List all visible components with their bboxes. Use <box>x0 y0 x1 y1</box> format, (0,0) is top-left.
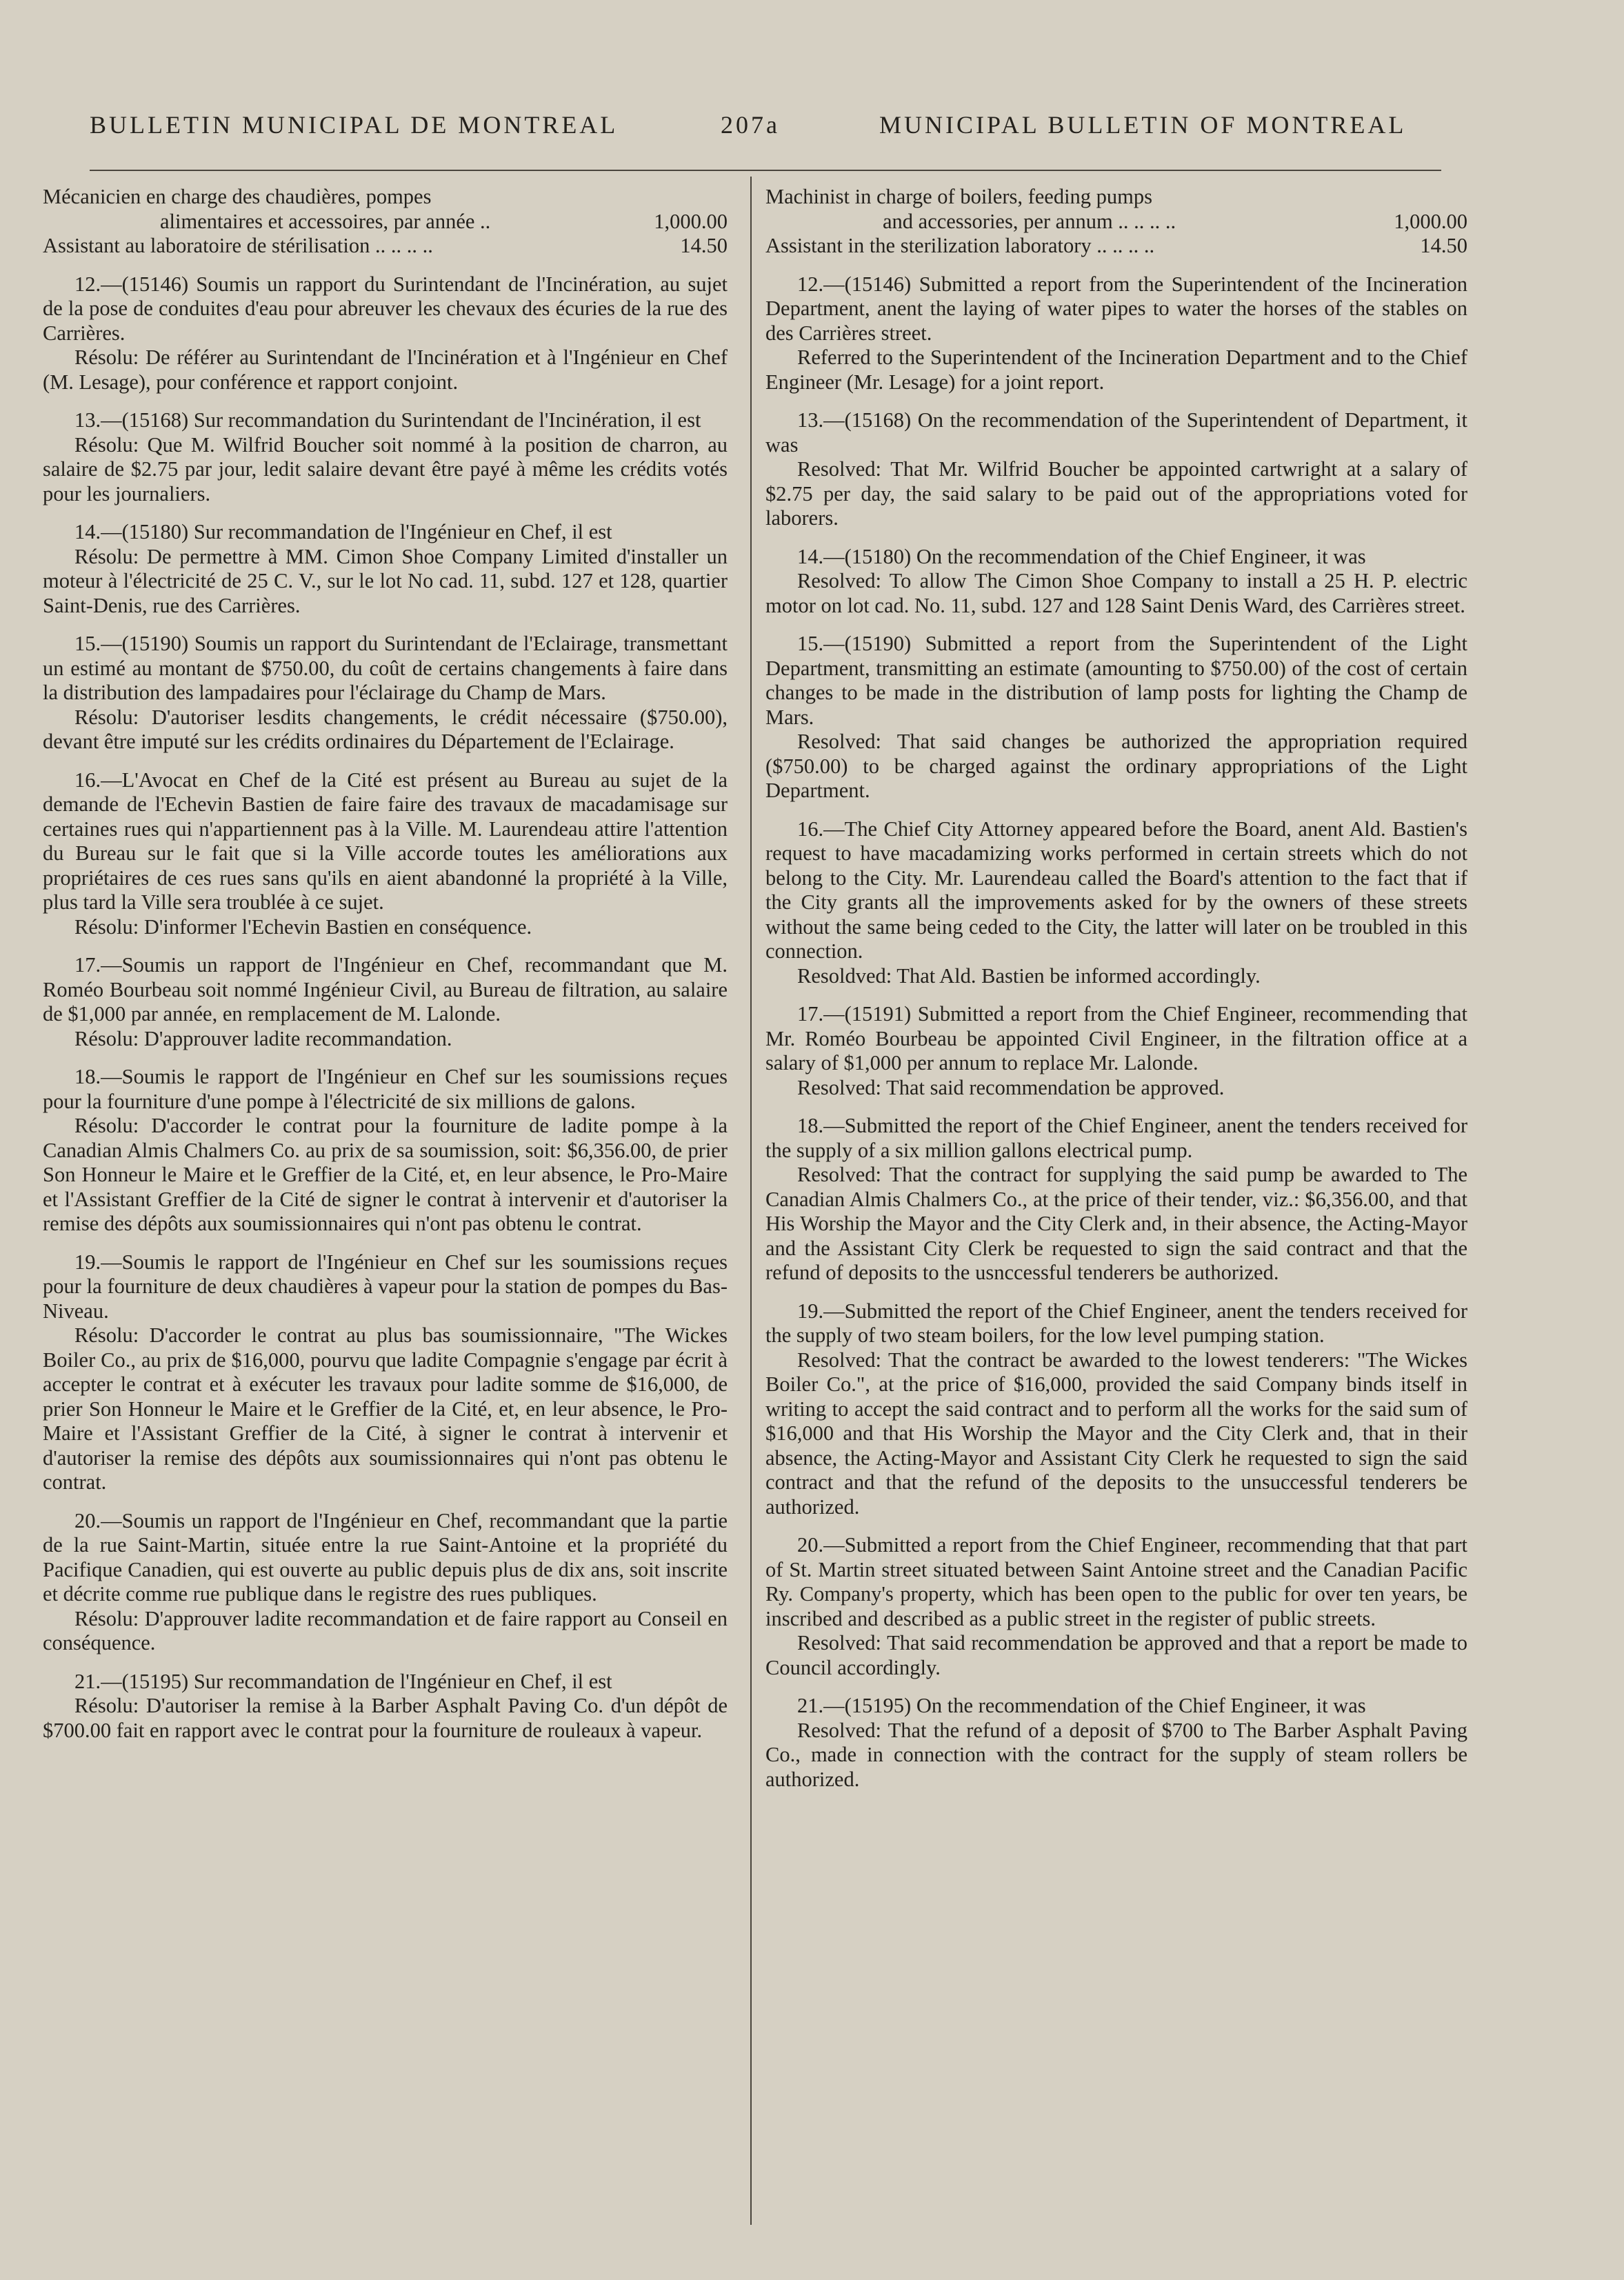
item-12: 12.—(15146) Soumis un rapport du Surintendant de l'Incinération, au sujet de la pose de conduites d'eau pour abreuver les chevaux des écuries de la rue des Carrières. <box>43 272 728 345</box>
item-15-resolution: Resolved: That said changes be authorized the appropriation required ($750.00) to be charged against the ordinary appropriations of the Light Department. <box>765 730 1467 802</box>
item-19-resolution: Résolu: D'accorder le contrat au plus bas soumissionnaire, "The Wickes Boiler Co., au prix de $16,000, pourvu que ladite Compagnie s'engage par écrit à accepter le contrat et à exécuter les travaux pour ladite somme de $16,000, de prier Son Honneur le Maire et le Greffier de la Cité, et, en leur absence, le Pro-Maire et l'Assistant Greffier de la Cité, à signer le contrat à intervenir et d'autoriser la remise des dépôts aux soumissionnaires qui n'ont pas obtenu le contrat. <box>43 1323 728 1494</box>
item-18-resolution: Resolved: That the contract for supplying the said pump be awarded to The Canadian Almis Chalmers Co., at the price of their tender, viz.: $6,356.00, and that His Worship the Mayor and the City Clerk and, in their absence, the Acting-Mayor and the Assistant City Clerk be requested to sign the said contract and that the refund of deposits to the usnccessful tenderers be authorized. <box>765 1163 1467 1284</box>
salary-amount: 14.50 <box>680 234 728 257</box>
header-title-french: BULLETIN MUNICIPAL DE MONTREAL <box>90 111 619 139</box>
item-15: 15.—(15190) Submitted a report from the Superintendent of the Light Department, transmitting an estimate (amounting to $750.00) of the cost of certain changes to be made in the distribution of lamp posts for lighting the Champ de Mars. <box>765 632 1467 729</box>
salary-amount: 1,000.00 <box>654 209 728 233</box>
item-14-resolution: Resolved: To allow The Cimon Shoe Company to install a 25 H. P. electric motor on lot cad. No. 11, subd. 127 and 128 Saint Denis Ward, des Carrières street. <box>765 569 1467 617</box>
item-14-resolution: Résolu: De permettre à MM. Cimon Shoe Company Limited d'installer un moteur à l'électricité de 25 C. V., sur le lot No cad. 11, subd. 127 et 128, quartier Saint-Denis, rue des Carrières. <box>43 544 728 617</box>
item-13-resolution: Résolu: Que M. Wilfrid Boucher soit nommé à la position de charron, au salaire de $2.75 par jour, ledit salaire devant être payé à même les crédits votés pour les journaliers. <box>43 432 728 506</box>
header-title-english: MUNICIPAL BULLETIN OF MONTREAL <box>879 111 1407 139</box>
item-16-resolution: Resoldved: That Ald. Bastien be informed accordingly. <box>797 963 1261 988</box>
item-17-resolution: Resolved: That said recommendation be approved. <box>797 1075 1225 1099</box>
item-13-resolution: Resolved: That Mr. Wilfrid Boucher be appointed cartwright at a salary of $2.75 per day, the said salary to be paid out of the appropriations voted for laborers. <box>765 457 1467 530</box>
item-21: 21.—(15195) Sur recommandation de l'Ingénieur en Chef, il est <box>74 1669 612 1693</box>
item-17: 17.—Soumis un rapport de l'Ingénieur en Chef, recommandant que M. Roméo Bourbeau soit nommé Ingénieur Civil, au Bureau de filtration, au salaire de $1,000 par année, en remplacement de M. Lalonde. <box>43 953 728 1026</box>
page-header <box>90 110 1434 152</box>
column-divider <box>750 177 752 2225</box>
item-20: 20.—Soumis un rapport de l'Ingénieur en Chef, recommandant que la partie de la rue Saint-Martin, située entre la rue Saint-Antoine et la propriété du Pacifique Canadien, qui est ouverte au public depuis plus de dix ans, soit inscrite et décrite comme rue publique dans le registre des rues publiques. <box>43 1508 728 1606</box>
item-14: 14.—(15180) Sur recommandation de l'Ingénieur en Chef, il est <box>74 520 612 543</box>
english-column <box>765 185 1467 1792</box>
salary-label: Assistant in the sterilization laboratory .. .. .. .. <box>765 234 1155 257</box>
salary-amount: 1,000.00 <box>1394 209 1467 233</box>
salary-line-2 <box>765 234 1467 259</box>
item-19-resolution: Resolved: That the contract be awarded to the lowest tenderers: "The Wickes Boiler Co.", at the price of $16,000, provided the said Company binds itself in writing to accept the said contract and to perform all the works for the said sum of $16,000 and that His Worship the Mayor and the City Clerk and, that in their absence, the Acting-Mayor and Assistant City Clerk he requested to sign the said contract and that the refund of the deposits to the unsuccessful tenderers be authorized. <box>765 1348 1467 1519</box>
item-12-resolution: Referred to the Superintendent of the Incineration Department and to the Chief Engineer (Mr. Lesage) for a joint report. <box>765 346 1467 394</box>
salary-label: and accessories, per annum .. .. .. .. <box>883 209 1176 233</box>
item-17-resolution: Résolu: D'approuver ladite recommandation. <box>74 1026 452 1050</box>
item-12-resolution: Résolu: De référer au Surintendant de l'Incinération et à l'Ingénieur en Chef (M. Lesage), pour conférence et rapport conjoint. <box>43 346 728 394</box>
item-20: 20.—Submitted a report from the Chief Engineer, recommending that that part of St. Martin street situated between Saint Antoine street and the Canadian Pacific Ry. Company's property, which has been open to the public for over ten years, be inscribed and described as a public street in the register of public streets. <box>765 1533 1467 1630</box>
item-12: 12.—(15146) Submitted a report from the Superintendent of the Incineration Department, anent the laying of water pipes to water the horses of the stables on des Carrières street. <box>765 272 1467 345</box>
item-21: 21.—(15195) On the recommendation of the Chief Engineer, it was <box>797 1694 1366 1717</box>
page-number: 207a <box>721 111 780 139</box>
item-21-resolution: Résolu: D'autoriser la remise à la Barber Asphalt Paving Co. d'un dépôt de $700.00 fait en rapport avec le contrat pour la fourniture de rouleaux à vapeur. <box>43 1694 728 1742</box>
salary-line-1a: Mécanicien en charge des chaudières, pompes <box>43 185 432 208</box>
item-21-resolution: Resolved: That the refund of a deposit of $700 to The Barber Asphalt Paving Co., made in connection with the contract for the supply of steam rollers be authorized. <box>765 1718 1467 1791</box>
item-19: 19.—Soumis le rapport de l'Ingénieur en Chef sur les soumissions reçues pour la fourniture de deux chaudières à vapeur pour la station de pompes du Bas-Niveau. <box>43 1250 728 1323</box>
salary-label: alimentaires et accessoires, par année .. <box>160 209 491 233</box>
item-13: 13.—(15168) Sur recommandation du Surintendant de l'Incinération, il est <box>74 408 701 432</box>
item-18-resolution: Résolu: D'accorder le contrat pour la fourniture de ladite pompe à la Canadian Almis Chalmers Co. au prix de sa soumission, soit: $6,356.00, de prier Son Honneur le Maire et le Greffier de la Cité, et, en leur absence, le Pro-Maire et l'Assistant Greffier de la Cité de signer le contrat à intervenir et d'autoriser la remise des dépôts aux soumissionnaires qui n'ont pas obtenu le contrat. <box>43 1114 728 1235</box>
item-16: 16.—The Chief City Attorney appeared before the Board, anent Ald. Bastien's request to have macadamizing works performed in certain streets which do not belong to the City. Mr. Laurendeau called the Board's attention to the fact that if the City grants all the improvements asked for by the owners of these streets without the same being ceded to the City, the latter will later on be troubled in this connection. <box>765 817 1467 963</box>
salary-label: Assistant au laboratoire de stérilisation .. .. .. .. <box>43 234 433 257</box>
salary-line-2 <box>43 234 728 259</box>
salary-line-1a: Machinist in charge of boilers, feeding pumps <box>765 185 1153 208</box>
item-19: 19.—Submitted the report of the Chief Engineer, anent the tenders received for the supply of two steam boilers, for the low level pumping station. <box>765 1299 1467 1347</box>
item-14: 14.—(15180) On the recommendation of the Chief Engineer, it was <box>797 544 1366 568</box>
item-18: 18.—Submitted the report of the Chief Engineer, anent the tenders received for the supply of a six million gallons electrical pump. <box>765 1114 1467 1162</box>
salary-amount: 14.50 <box>1420 234 1467 257</box>
item-16: 16.—L'Avocat en Chef de la Cité est présent au Bureau au sujet de la demande de l'Echevin Bastien de faire faire des travaux de macadamisage sur certaines rues qui n'appartiennent pas à la Ville. M. Laurendeau attire l'attention du Bureau sur le fait que si la Ville accorde toutes les améliorations aux propriétaires de ces rues sans qu'ils en aient abandonné la propriété à la Ville, plus tard la Ville sera troublée à ce sujet. <box>43 768 728 914</box>
item-16-resolution: Résolu: D'informer l'Echevin Bastien en conséquence. <box>74 914 532 939</box>
item-20-resolution: Résolu: D'approuver ladite recommandation et de faire rapport au Conseil en conséquence. <box>43 1606 728 1654</box>
item-13: 13.—(15168) On the recommendation of the Superintendent of Department, it was <box>765 408 1467 457</box>
header-rule <box>90 170 1441 171</box>
salary-line-1b <box>765 210 1467 234</box>
salary-line-1b <box>43 210 728 234</box>
french-column <box>43 185 728 1743</box>
item-20-resolution: Resolved: That said recommendation be approved and that a report be made to Council accordingly. <box>765 1631 1467 1679</box>
item-15: 15.—(15190) Soumis un rapport du Surintendant de l'Eclairage, transmettant un estimé au montant de $750.00, du coût de certains changements à faire dans la distribution des lampadaires pour l'éclairage du Champ de Mars. <box>43 632 728 704</box>
item-17: 17.—(15191) Submitted a report from the Chief Engineer, recommending that Mr. Roméo Bourbeau be appointed Civil Engineer, in the filtration office at a salary of $1,000 per annum to replace Mr. Lalonde. <box>765 1002 1467 1074</box>
item-18: 18.—Soumis le rapport de l'Ingénieur en Chef sur les soumissions reçues pour la fourniture d'une pompe à l'électricité de six millions de galons. <box>43 1065 728 1113</box>
item-15-resolution: Résolu: D'autoriser lesdits changements, le crédit nécessaire ($750.00), devant être imputé sur les crédits ordinaires du Département de l'Eclairage. <box>43 705 728 753</box>
